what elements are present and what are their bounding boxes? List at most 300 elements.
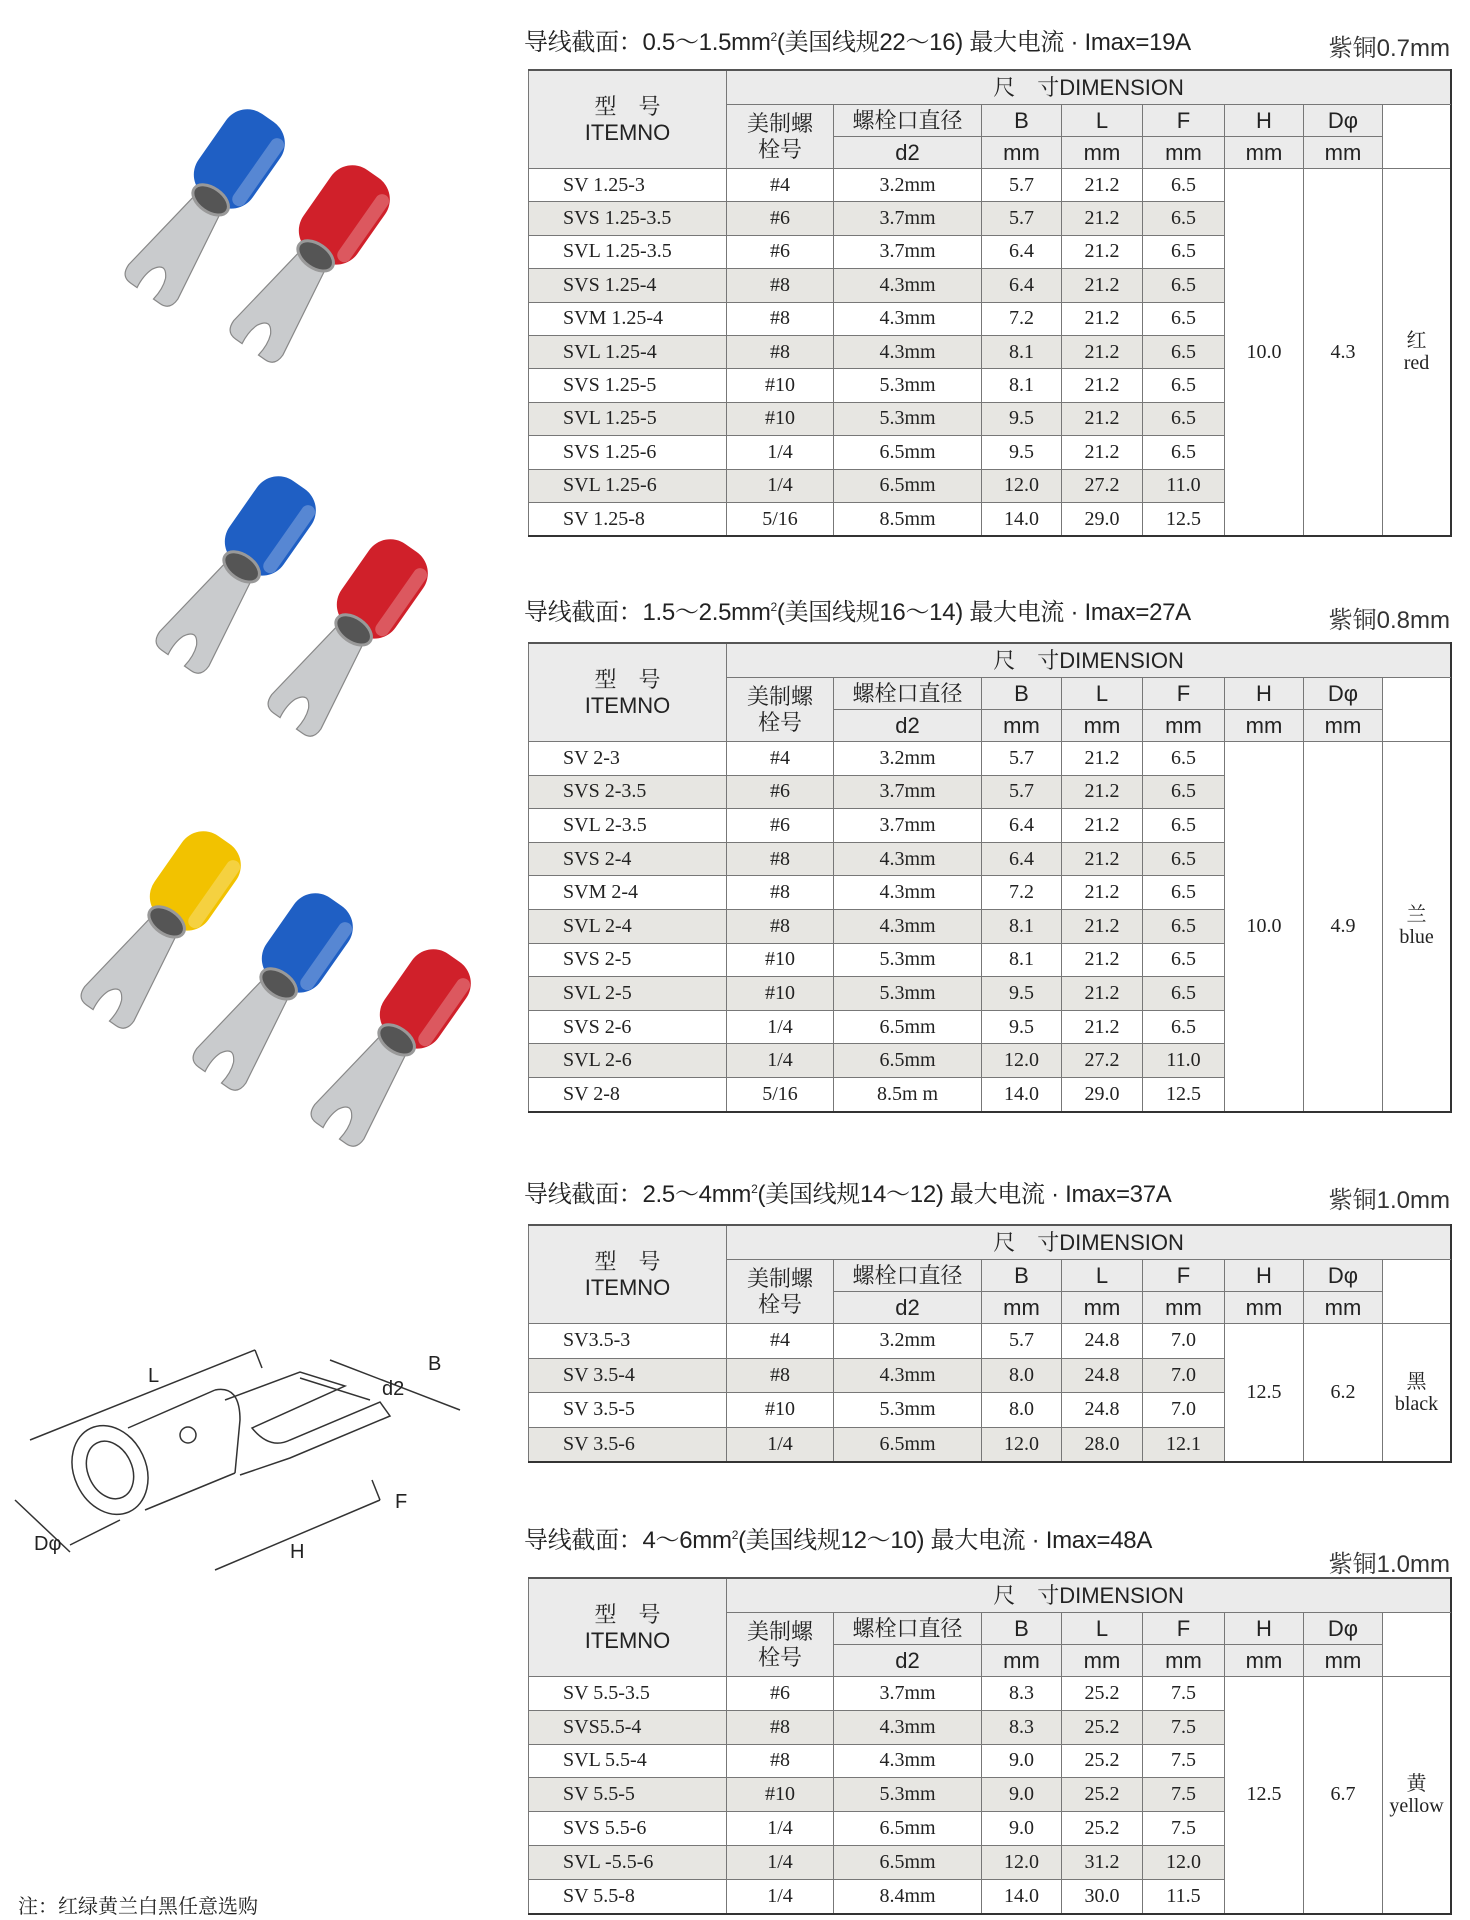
dim-label-F: F	[395, 1491, 408, 1513]
cell-screw: #8	[727, 302, 834, 335]
header-unit: mm	[1062, 710, 1143, 742]
header-unit: mm	[982, 1645, 1062, 1677]
cell-screw: 1/4	[727, 1427, 834, 1462]
cell-L: 29.0	[1062, 1077, 1143, 1111]
cell-screw: #6	[727, 202, 834, 235]
cell-screw: 1/4	[727, 1044, 834, 1078]
cell-L: 21.2	[1062, 402, 1143, 435]
cell-model: SVL 2-3.5	[529, 809, 727, 843]
cell-screw: #10	[727, 369, 834, 402]
cell-screw: #8	[727, 335, 834, 368]
cell-screw: #8	[727, 1710, 834, 1744]
cell-screw: #6	[727, 235, 834, 268]
cell-B: 5.7	[982, 1324, 1062, 1359]
cell-model: SV 5.5-3.5	[529, 1677, 727, 1711]
header-unit: mm	[1225, 710, 1304, 742]
header-H: H	[1225, 1260, 1304, 1292]
cell-B: 5.7	[982, 202, 1062, 235]
cell-model: SVS5.5-4	[529, 1710, 727, 1744]
cell-model: SVL 1.25-6	[529, 469, 727, 502]
cell-bolt-diameter: 5.3mm	[834, 402, 982, 435]
cell-model: SV 2-3	[529, 742, 727, 776]
cell-color: 红 red	[1383, 169, 1451, 537]
cell-screw: #8	[727, 876, 834, 910]
cell-L: 21.2	[1062, 876, 1143, 910]
cell-B: 7.2	[982, 302, 1062, 335]
cell-bolt-diameter: 6.5mm	[834, 436, 982, 469]
cell-B: 12.0	[982, 1845, 1062, 1879]
dim-label-L: L	[148, 1365, 160, 1387]
copper-thickness: 紫铜0.7mm	[1328, 35, 1450, 62]
header-F: F	[1143, 105, 1225, 137]
cell-model: SVS 5.5-6	[529, 1812, 727, 1846]
header-D: Dφ	[1304, 1613, 1383, 1645]
cell-F: 7.5	[1143, 1778, 1225, 1812]
header-B: B	[982, 1613, 1062, 1645]
cell-H: 10.0	[1225, 742, 1304, 1112]
cell-bolt-diameter: 6.5mm	[834, 469, 982, 502]
cell-model: SVS 1.25-5	[529, 369, 727, 402]
cell-bolt-diameter: 4.3mm	[834, 269, 982, 302]
cell-model: SVS 2-4	[529, 842, 727, 876]
cell-bolt-diameter: 3.2mm	[834, 169, 982, 202]
section-title: 导线截面：$0.5\sim 1.5mm^2$(美国线规22～16) 最大电流 · Imax=19A	[524, 29, 1191, 56]
header-unit: mm	[1304, 1645, 1383, 1677]
cell-L: 21.2	[1062, 977, 1143, 1011]
cell-screw: #6	[727, 809, 834, 843]
header-unit: mm	[1304, 137, 1383, 169]
header-itemno: 型 号 ITEMNO	[529, 70, 727, 169]
cell-H: 12.5	[1225, 1324, 1304, 1463]
cell-L: 27.2	[1062, 1044, 1143, 1078]
cell-model: SV 1.25-8	[529, 502, 727, 536]
cell-screw: #10	[727, 1393, 834, 1428]
cell-F: 6.5	[1143, 943, 1225, 977]
cell-B: 12.0	[982, 469, 1062, 502]
cell-B: 8.1	[982, 909, 1062, 943]
header-dimension: 尺 寸DIMENSION	[727, 1225, 1451, 1260]
cell-bolt-diameter: 5.3mm	[834, 943, 982, 977]
cell-B: 12.0	[982, 1427, 1062, 1462]
header-D: Dφ	[1304, 678, 1383, 710]
header-itemno: 型 号 ITEMNO	[529, 1578, 727, 1677]
cell-L: 21.2	[1062, 335, 1143, 368]
dim-label-B: B	[428, 1353, 442, 1375]
cell-L: 25.2	[1062, 1812, 1143, 1846]
cell-model: SV 3.5-4	[529, 1358, 727, 1393]
header-unit: mm	[1304, 1292, 1383, 1324]
cell-F: 6.5	[1143, 775, 1225, 809]
header-L: L	[1062, 1260, 1143, 1292]
cell-screw: 1/4	[727, 1879, 834, 1913]
cell-bolt-diameter: 3.2mm	[834, 742, 982, 776]
cell-model: SVL -5.5-6	[529, 1845, 727, 1879]
cell-model: SV 1.25-3	[529, 169, 727, 202]
cell-screw: #4	[727, 742, 834, 776]
header-unit: mm	[1225, 137, 1304, 169]
cell-color: 黄 yellow	[1383, 1677, 1451, 1914]
cell-bolt-diameter: 4.3mm	[834, 842, 982, 876]
cell-B: 7.2	[982, 876, 1062, 910]
header-itemno: 型 号 ITEMNO	[529, 1225, 727, 1324]
cell-screw: #8	[727, 909, 834, 943]
header-unit: mm	[1304, 710, 1383, 742]
cell-F: 6.5	[1143, 909, 1225, 943]
cell-bolt-diameter: 5.3mm	[834, 369, 982, 402]
header-D: Dφ	[1304, 1260, 1383, 1292]
cell-B: 8.1	[982, 943, 1062, 977]
header-bolt: 螺栓口直径	[834, 678, 982, 710]
cell-F: 6.5	[1143, 876, 1225, 910]
spec-table	[528, 69, 1452, 537]
cell-screw: #10	[727, 977, 834, 1011]
cell-L: 25.2	[1062, 1677, 1143, 1711]
header-d2: d2	[834, 710, 982, 742]
cell-L: 21.2	[1062, 842, 1143, 876]
header-d2: d2	[834, 1645, 982, 1677]
cell-L: 21.2	[1062, 369, 1143, 402]
cell-D: 4.9	[1304, 742, 1383, 1112]
cell-B: 5.7	[982, 742, 1062, 776]
spec-table	[528, 1577, 1452, 1915]
cell-L: 21.2	[1062, 742, 1143, 776]
terminal-blue-icon	[186, 883, 363, 1096]
header-dimension: 尺 寸DIMENSION	[727, 643, 1451, 678]
cell-model: SVS 1.25-6	[529, 436, 727, 469]
cell-B: 9.0	[982, 1778, 1062, 1812]
header-screw: 美制螺 栓号	[727, 105, 834, 169]
cell-L: 21.2	[1062, 809, 1143, 843]
header-unit: mm	[1062, 1645, 1143, 1677]
cell-F: 12.5	[1143, 1077, 1225, 1111]
cell-screw: #8	[727, 1358, 834, 1393]
cell-L: 24.8	[1062, 1324, 1143, 1359]
cell-model: SV 3.5-5	[529, 1393, 727, 1428]
cell-L: 21.2	[1062, 909, 1143, 943]
cell-L: 27.2	[1062, 469, 1143, 502]
cell-F: 12.5	[1143, 502, 1225, 536]
header-unit: mm	[1225, 1645, 1304, 1677]
header-H: H	[1225, 1613, 1304, 1645]
header-H: H	[1225, 105, 1304, 137]
cell-L: 21.2	[1062, 943, 1143, 977]
cell-B: 12.0	[982, 1044, 1062, 1078]
cell-F: 6.5	[1143, 169, 1225, 202]
cell-screw: #8	[727, 269, 834, 302]
cell-bolt-diameter: 8.4mm	[834, 1879, 982, 1913]
cell-B: 6.4	[982, 269, 1062, 302]
dim-label-H: H	[290, 1541, 305, 1563]
cell-D: 6.2	[1304, 1324, 1383, 1463]
cell-L: 24.8	[1062, 1358, 1143, 1393]
cell-bolt-diameter: 3.7mm	[834, 1677, 982, 1711]
cell-screw: #4	[727, 169, 834, 202]
cell-B: 9.5	[982, 402, 1062, 435]
section-title: 导线截面：$4\sim 6mm^2$(美国线规12～10) 最大电流 · Imax=48A	[524, 1527, 1153, 1554]
cell-F: 7.0	[1143, 1358, 1225, 1393]
cell-bolt-diameter: 5.3mm	[834, 1393, 982, 1428]
cell-B: 6.4	[982, 235, 1062, 268]
cell-L: 21.2	[1062, 269, 1143, 302]
cell-L: 21.2	[1062, 1010, 1143, 1044]
cell-model: SVL 5.5-4	[529, 1744, 727, 1778]
cell-bolt-diameter: 3.2mm	[834, 1324, 982, 1359]
cell-F: 6.5	[1143, 235, 1225, 268]
table-row	[529, 169, 1451, 202]
cell-H: 12.5	[1225, 1677, 1304, 1914]
cell-L: 25.2	[1062, 1778, 1143, 1812]
cell-F: 11.0	[1143, 1044, 1225, 1078]
cell-B: 9.0	[982, 1812, 1062, 1846]
header-bolt: 螺栓口直径	[834, 105, 982, 137]
cell-bolt-diameter: 4.3mm	[834, 1358, 982, 1393]
dimension-diagram	[0, 1290, 500, 1590]
cell-B: 8.1	[982, 369, 1062, 402]
cell-B: 14.0	[982, 1879, 1062, 1913]
cell-bolt-diameter: 3.7mm	[834, 202, 982, 235]
cell-F: 7.5	[1143, 1744, 1225, 1778]
header-unit: mm	[982, 710, 1062, 742]
dim-label-D: Dφ	[34, 1533, 62, 1555]
cell-B: 5.7	[982, 169, 1062, 202]
cell-color: 黑 black	[1383, 1324, 1451, 1463]
cell-model: SVS 1.25-4	[529, 269, 727, 302]
copper-thickness: 紫铜1.0mm	[1328, 1551, 1450, 1578]
cell-model: SVS 2-3.5	[529, 775, 727, 809]
cell-F: 11.5	[1143, 1879, 1225, 1913]
cell-screw: 1/4	[727, 436, 834, 469]
cell-screw: #10	[727, 943, 834, 977]
cell-D: 6.7	[1304, 1677, 1383, 1914]
header-B: B	[982, 678, 1062, 710]
cell-F: 6.5	[1143, 269, 1225, 302]
cell-model: SV3.5-3	[529, 1324, 727, 1359]
terminal-blue-icon	[118, 99, 295, 312]
cell-B: 6.4	[982, 809, 1062, 843]
cell-D: 4.3	[1304, 169, 1383, 537]
cell-B: 8.0	[982, 1393, 1062, 1428]
cell-L: 31.2	[1062, 1845, 1143, 1879]
cell-F: 6.5	[1143, 1010, 1225, 1044]
table-row	[529, 742, 1451, 776]
cell-bolt-diameter: 6.5mm	[834, 1044, 982, 1078]
cell-model: SVM 2-4	[529, 876, 727, 910]
cell-B: 8.1	[982, 335, 1062, 368]
cell-L: 21.2	[1062, 169, 1143, 202]
cell-F: 6.5	[1143, 842, 1225, 876]
cell-F: 6.5	[1143, 302, 1225, 335]
cell-F: 6.5	[1143, 436, 1225, 469]
header-unit: mm	[1143, 137, 1225, 169]
header-screw: 美制螺 栓号	[727, 1613, 834, 1677]
cell-L: 21.2	[1062, 302, 1143, 335]
cell-screw: #10	[727, 402, 834, 435]
cell-F: 7.0	[1143, 1393, 1225, 1428]
cell-bolt-diameter: 5.3mm	[834, 1778, 982, 1812]
header-unit: mm	[1062, 137, 1143, 169]
cell-B: 9.0	[982, 1744, 1062, 1778]
cell-model: SV 5.5-5	[529, 1778, 727, 1812]
cell-B: 5.7	[982, 775, 1062, 809]
header-unit: mm	[982, 137, 1062, 169]
cell-F: 12.1	[1143, 1427, 1225, 1462]
spec-table	[528, 642, 1452, 1113]
table-row	[529, 1324, 1451, 1359]
header-screw: 美制螺 栓号	[727, 678, 834, 742]
cell-bolt-diameter: 6.5mm	[834, 1812, 982, 1846]
cell-H: 10.0	[1225, 169, 1304, 537]
table-row	[529, 1677, 1451, 1711]
cell-B: 8.3	[982, 1677, 1062, 1711]
cell-model: SVL 2-5	[529, 977, 727, 1011]
cell-screw: 5/16	[727, 502, 834, 536]
cell-screw: #4	[727, 1324, 834, 1359]
terminal-red-icon	[304, 939, 481, 1152]
header-d2: d2	[834, 1292, 982, 1324]
terminal-yellow-icon	[74, 821, 251, 1034]
cell-model: SV 5.5-8	[529, 1879, 727, 1913]
cell-L: 21.2	[1062, 235, 1143, 268]
cell-model: SVL 2-4	[529, 909, 727, 943]
cell-F: 6.5	[1143, 977, 1225, 1011]
cell-bolt-diameter: 8.5mm	[834, 502, 982, 536]
cell-model: SVM 1.25-4	[529, 302, 727, 335]
cell-F: 7.5	[1143, 1677, 1225, 1711]
header-screw: 美制螺 栓号	[727, 1260, 834, 1324]
cell-B: 9.5	[982, 1010, 1062, 1044]
header-bolt: 螺栓口直径	[834, 1260, 982, 1292]
cell-model: SVS 2-5	[529, 943, 727, 977]
cell-F: 7.5	[1143, 1812, 1225, 1846]
cell-bolt-diameter: 6.5mm	[834, 1845, 982, 1879]
cell-L: 21.2	[1062, 202, 1143, 235]
cell-model: SVL 1.25-4	[529, 335, 727, 368]
cell-bolt-diameter: 4.3mm	[834, 302, 982, 335]
cell-L: 28.0	[1062, 1427, 1143, 1462]
header-unit: mm	[1143, 710, 1225, 742]
cell-B: 6.4	[982, 842, 1062, 876]
cell-screw: #10	[727, 1778, 834, 1812]
cell-model: SVS 2-6	[529, 1010, 727, 1044]
cell-model: SVS 1.25-3.5	[529, 202, 727, 235]
cell-L: 30.0	[1062, 1879, 1143, 1913]
cell-bolt-diameter: 4.3mm	[834, 1744, 982, 1778]
cell-bolt-diameter: 3.7mm	[834, 775, 982, 809]
cell-bolt-diameter: 4.3mm	[834, 335, 982, 368]
cell-L: 29.0	[1062, 502, 1143, 536]
header-B: B	[982, 1260, 1062, 1292]
cell-bolt-diameter: 8.5m m	[834, 1077, 982, 1111]
cell-model: SVL 1.25-3.5	[529, 235, 727, 268]
cell-F: 12.0	[1143, 1845, 1225, 1879]
cell-bolt-diameter: 6.5mm	[834, 1010, 982, 1044]
cell-color: 兰 blue	[1383, 742, 1451, 1112]
header-itemno: 型 号 ITEMNO	[529, 643, 727, 742]
cell-L: 25.2	[1062, 1710, 1143, 1744]
color-options-note: 注：红绿黄兰白黑任意选购	[18, 1896, 258, 1918]
cell-B: 8.0	[982, 1358, 1062, 1393]
cell-screw: 1/4	[727, 469, 834, 502]
header-d2: d2	[834, 137, 982, 169]
header-unit: mm	[1225, 1292, 1304, 1324]
header-dimension: 尺 寸DIMENSION	[727, 70, 1451, 105]
dim-label-d2: d2	[382, 1378, 405, 1400]
cell-bolt-diameter: 4.3mm	[834, 1710, 982, 1744]
section-title: 导线截面：$2.5\sim 4mm^2$(美国线规14～12) 最大电流 · Imax=37A	[524, 1181, 1172, 1208]
header-L: L	[1062, 105, 1143, 137]
header-D: Dφ	[1304, 105, 1383, 137]
cell-bolt-diameter: 5.3mm	[834, 977, 982, 1011]
header-unit: mm	[1143, 1645, 1225, 1677]
cell-B: 9.5	[982, 436, 1062, 469]
header-F: F	[1143, 1260, 1225, 1292]
header-L: L	[1062, 678, 1143, 710]
cell-F: 7.0	[1143, 1324, 1225, 1359]
header-L: L	[1062, 1613, 1143, 1645]
terminal-blue-icon	[149, 466, 326, 679]
copper-thickness: 紫铜0.8mm	[1328, 607, 1450, 634]
cell-model: SVL 1.25-5	[529, 402, 727, 435]
header-dimension: 尺 寸DIMENSION	[727, 1578, 1451, 1613]
cell-F: 6.5	[1143, 335, 1225, 368]
cell-bolt-diameter: 4.3mm	[834, 909, 982, 943]
cell-B: 14.0	[982, 1077, 1062, 1111]
header-H: H	[1225, 678, 1304, 710]
cell-model: SV 3.5-6	[529, 1427, 727, 1462]
cell-screw: #8	[727, 842, 834, 876]
cell-screw: 1/4	[727, 1010, 834, 1044]
section-title: 导线截面：$1.5\sim 2.5mm^2$(美国线规16～14) 最大电流 · Imax=27A	[524, 599, 1191, 626]
header-unit: mm	[982, 1292, 1062, 1324]
cell-F: 6.5	[1143, 402, 1225, 435]
cell-bolt-diameter: 6.5mm	[834, 1427, 982, 1462]
cell-screw: #6	[727, 775, 834, 809]
cell-model: SV 2-8	[529, 1077, 727, 1111]
header-B: B	[982, 105, 1062, 137]
cell-F: 6.5	[1143, 809, 1225, 843]
cell-L: 21.2	[1062, 775, 1143, 809]
cell-F: 11.0	[1143, 469, 1225, 502]
cell-B: 14.0	[982, 502, 1062, 536]
cell-L: 25.2	[1062, 1744, 1143, 1778]
cell-model: SVL 2-6	[529, 1044, 727, 1078]
cell-screw: 1/4	[727, 1845, 834, 1879]
cell-F: 6.5	[1143, 202, 1225, 235]
cell-F: 7.5	[1143, 1710, 1225, 1744]
cell-screw: 1/4	[727, 1812, 834, 1846]
cell-B: 9.5	[982, 977, 1062, 1011]
header-F: F	[1143, 678, 1225, 710]
cell-bolt-diameter: 3.7mm	[834, 809, 982, 843]
header-unit: mm	[1062, 1292, 1143, 1324]
cell-L: 24.8	[1062, 1393, 1143, 1428]
header-bolt: 螺栓口直径	[834, 1613, 982, 1645]
cell-F: 6.5	[1143, 369, 1225, 402]
cell-F: 6.5	[1143, 742, 1225, 776]
copper-thickness: 紫铜1.0mm	[1328, 1187, 1450, 1214]
cell-L: 21.2	[1062, 436, 1143, 469]
cell-screw: 5/16	[727, 1077, 834, 1111]
header-F: F	[1143, 1613, 1225, 1645]
cell-screw: #6	[727, 1677, 834, 1711]
cell-bolt-diameter: 4.3mm	[834, 876, 982, 910]
cell-screw: #8	[727, 1744, 834, 1778]
cell-B: 8.3	[982, 1710, 1062, 1744]
header-unit: mm	[1143, 1292, 1225, 1324]
terminal-red-icon	[261, 529, 438, 742]
spec-table	[528, 1224, 1452, 1463]
cell-bolt-diameter: 3.7mm	[834, 235, 982, 268]
